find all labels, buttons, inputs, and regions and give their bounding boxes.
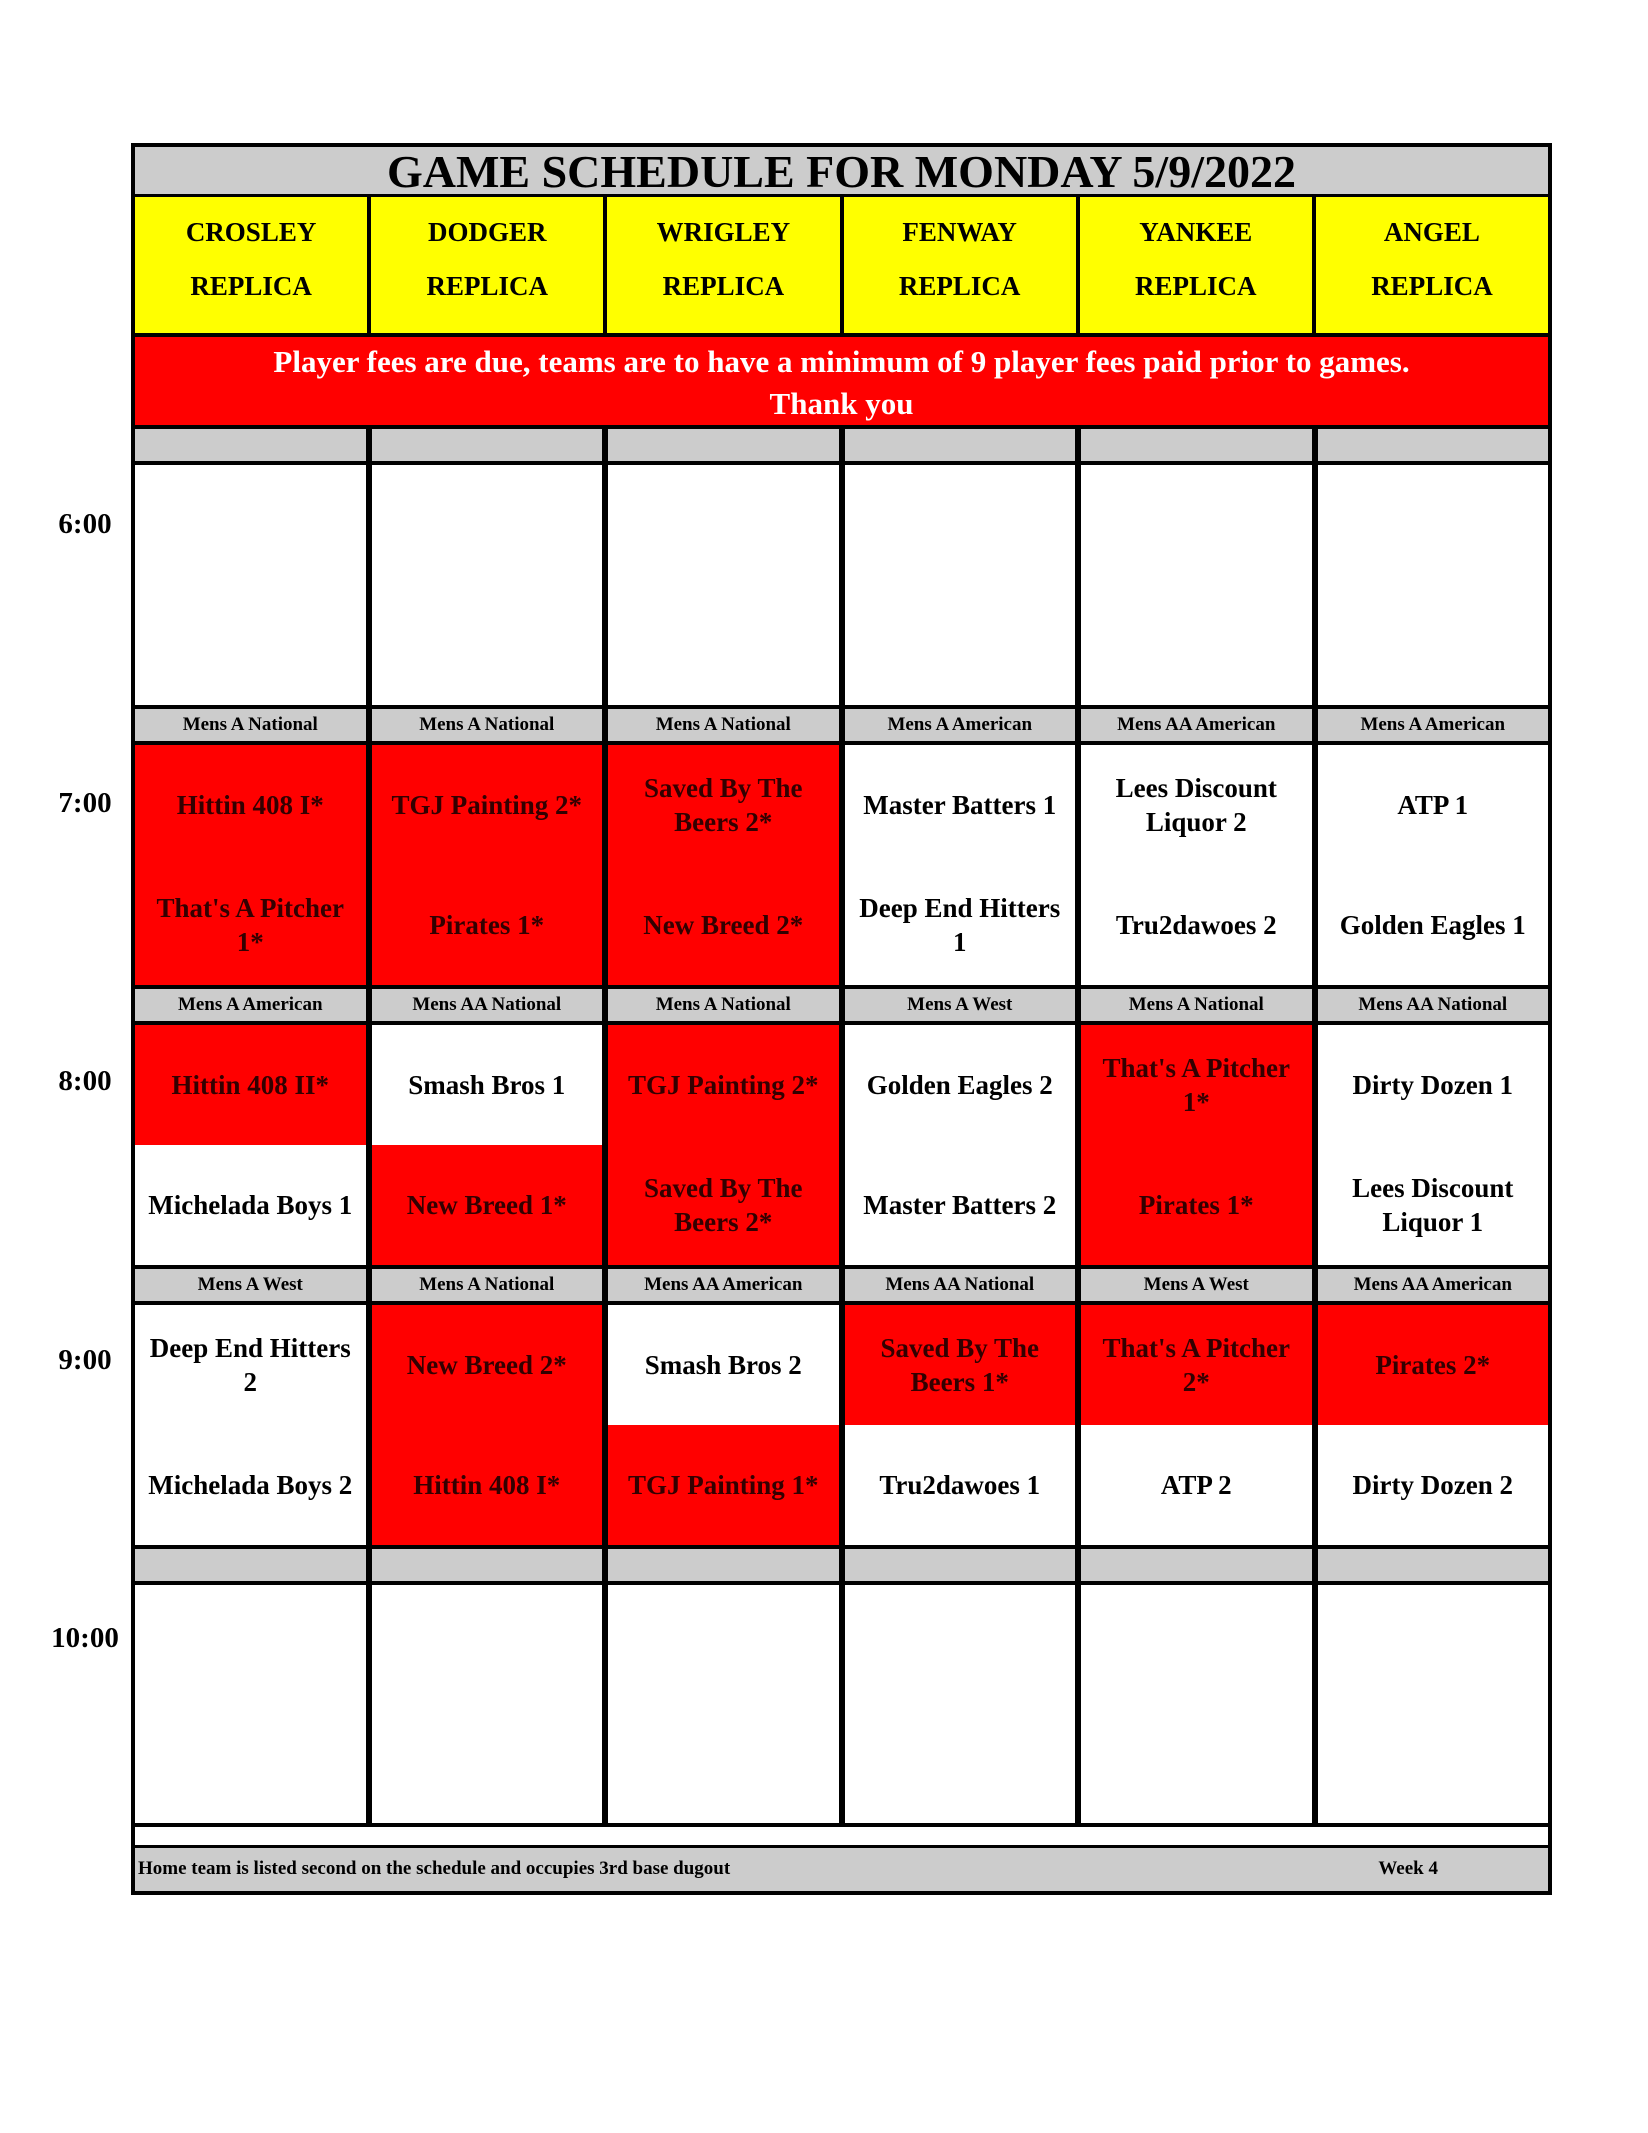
- slot-9-block: [135, 1305, 1548, 1549]
- home-team: Tru2dawoes 1: [845, 1425, 1076, 1545]
- division-label: Mens AA American: [1318, 1269, 1549, 1301]
- division-row-9: [135, 1269, 1548, 1305]
- division-label: Mens A National: [372, 1269, 609, 1301]
- division-label: Mens A National: [1081, 989, 1318, 1021]
- game-cell: [372, 1025, 609, 1265]
- away-team: TGJ Painting 2*: [608, 1025, 839, 1145]
- home-team: Lees Discount Liquor 1: [1318, 1145, 1549, 1265]
- division-label: Mens A American: [845, 709, 1082, 741]
- home-team: Pirates 1*: [1081, 1145, 1312, 1265]
- division-label: Mens AA American: [1081, 709, 1318, 741]
- game-cell: [608, 1305, 845, 1545]
- home-team: TGJ Painting 1*: [608, 1425, 839, 1545]
- division-label: Mens AA National: [1318, 989, 1549, 1021]
- time-label-6: 6:00: [58, 508, 112, 540]
- home-team: New Breed 2*: [608, 865, 839, 985]
- division-row-7: [135, 709, 1548, 745]
- away-team: Dirty Dozen 1: [1318, 1025, 1549, 1145]
- home-team: Tru2dawoes 2: [1081, 865, 1312, 985]
- away-team: Deep End Hitters 2: [135, 1305, 366, 1425]
- home-team: Dirty Dozen 2: [1318, 1425, 1549, 1545]
- division-label: Mens A American: [135, 989, 372, 1021]
- away-team: Golden Eagles 2: [845, 1025, 1076, 1145]
- game-cell: [135, 1305, 372, 1545]
- slot-6-block: [135, 465, 1548, 709]
- away-team: Saved By The Beers 1*: [845, 1305, 1076, 1425]
- division-row-8: [135, 989, 1548, 1025]
- home-team: That's A Pitcher 1*: [135, 865, 366, 985]
- game-cell: [135, 1025, 372, 1265]
- division-label: Mens A West: [845, 989, 1082, 1021]
- time-label-10: 10:00: [51, 1622, 119, 1654]
- fee-notice-banner: Player fees are due, teams are to have a minimum of 9 player fees paid prior to games. Thank you: [135, 337, 1548, 429]
- game-cell: [608, 1025, 845, 1265]
- field-crosley: CROSLEY REPLICA: [135, 197, 371, 333]
- home-team: Pirates 1*: [372, 865, 603, 985]
- home-team: Deep End Hitters 1: [845, 865, 1076, 985]
- game-cell: [1081, 1025, 1318, 1265]
- away-team: Master Batters 1: [845, 745, 1076, 865]
- game-cell: [845, 745, 1082, 985]
- time-label-8: 8:00: [58, 1065, 112, 1097]
- slot-10-block: [135, 1585, 1548, 1827]
- week-label: Week 4: [1378, 1858, 1438, 1879]
- away-team: New Breed 2*: [372, 1305, 603, 1425]
- slot-7-block: [135, 745, 1548, 989]
- time-label-9: 9:00: [58, 1344, 112, 1376]
- home-team: ATP 2: [1081, 1425, 1312, 1545]
- field-header-row: [135, 197, 1548, 337]
- game-cell: [135, 745, 372, 985]
- away-team: Smash Bros 2: [608, 1305, 839, 1425]
- division-label: Mens A American: [1318, 709, 1549, 741]
- home-team: Michelada Boys 2: [135, 1425, 366, 1545]
- slot-8-block: [135, 1025, 1548, 1269]
- game-cell: [1318, 745, 1549, 985]
- away-team: TGJ Painting 2*: [372, 745, 603, 865]
- home-team: Michelada Boys 1: [135, 1145, 366, 1265]
- division-label: Mens A West: [135, 1269, 372, 1301]
- footer-note: Home team is listed second on the schedule and occupies 3rd base dugout: [138, 1858, 731, 1879]
- game-cell: [372, 1305, 609, 1545]
- division-label: Mens A National: [135, 709, 372, 741]
- away-team: That's A Pitcher 1*: [1081, 1025, 1312, 1145]
- game-cell: [1318, 1025, 1549, 1265]
- page-title: GAME SCHEDULE FOR MONDAY 5/9/2022: [135, 147, 1548, 197]
- field-yankee: YANKEE REPLICA: [1080, 197, 1316, 333]
- division-label: Mens A West: [1081, 1269, 1318, 1301]
- separator-row-10: [135, 1549, 1548, 1585]
- away-team: Hittin 408 I*: [135, 745, 366, 865]
- time-label-7: 7:00: [58, 787, 112, 819]
- footer-bar: [135, 1845, 1548, 1891]
- division-label: Mens A National: [372, 709, 609, 741]
- game-cell: [608, 745, 845, 985]
- away-team: ATP 1: [1318, 745, 1549, 865]
- field-wrigley: WRIGLEY REPLICA: [607, 197, 843, 333]
- division-label: Mens A National: [608, 989, 845, 1021]
- game-cell: [372, 745, 609, 985]
- division-label: Mens AA National: [845, 1269, 1082, 1301]
- home-team: Golden Eagles 1: [1318, 865, 1549, 985]
- game-cell: [1081, 745, 1318, 985]
- home-team: Hittin 408 I*: [372, 1425, 603, 1545]
- game-cell: [845, 1305, 1082, 1545]
- field-dodger: DODGER REPLICA: [371, 197, 607, 333]
- home-team: Master Batters 2: [845, 1145, 1076, 1265]
- game-cell: [1081, 1305, 1318, 1545]
- field-angel: ANGEL REPLICA: [1316, 197, 1548, 333]
- division-label: Mens AA National: [372, 989, 609, 1021]
- away-team: That's A Pitcher 2*: [1081, 1305, 1312, 1425]
- division-label: Mens A National: [608, 709, 845, 741]
- field-fenway: FENWAY REPLICA: [844, 197, 1080, 333]
- game-cell: [845, 1025, 1082, 1265]
- home-team: Saved By The Beers 2*: [608, 1145, 839, 1265]
- away-team: Smash Bros 1: [372, 1025, 603, 1145]
- game-cell: [1318, 1305, 1549, 1545]
- division-label: Mens AA American: [608, 1269, 845, 1301]
- away-team: Pirates 2*: [1318, 1305, 1549, 1425]
- away-team: Saved By The Beers 2*: [608, 745, 839, 865]
- separator-row-6: [135, 429, 1548, 465]
- away-team: Hittin 408 II*: [135, 1025, 366, 1145]
- home-team: New Breed 1*: [372, 1145, 603, 1265]
- away-team: Lees Discount Liquor 2: [1081, 745, 1312, 865]
- schedule-table: [131, 143, 1552, 1895]
